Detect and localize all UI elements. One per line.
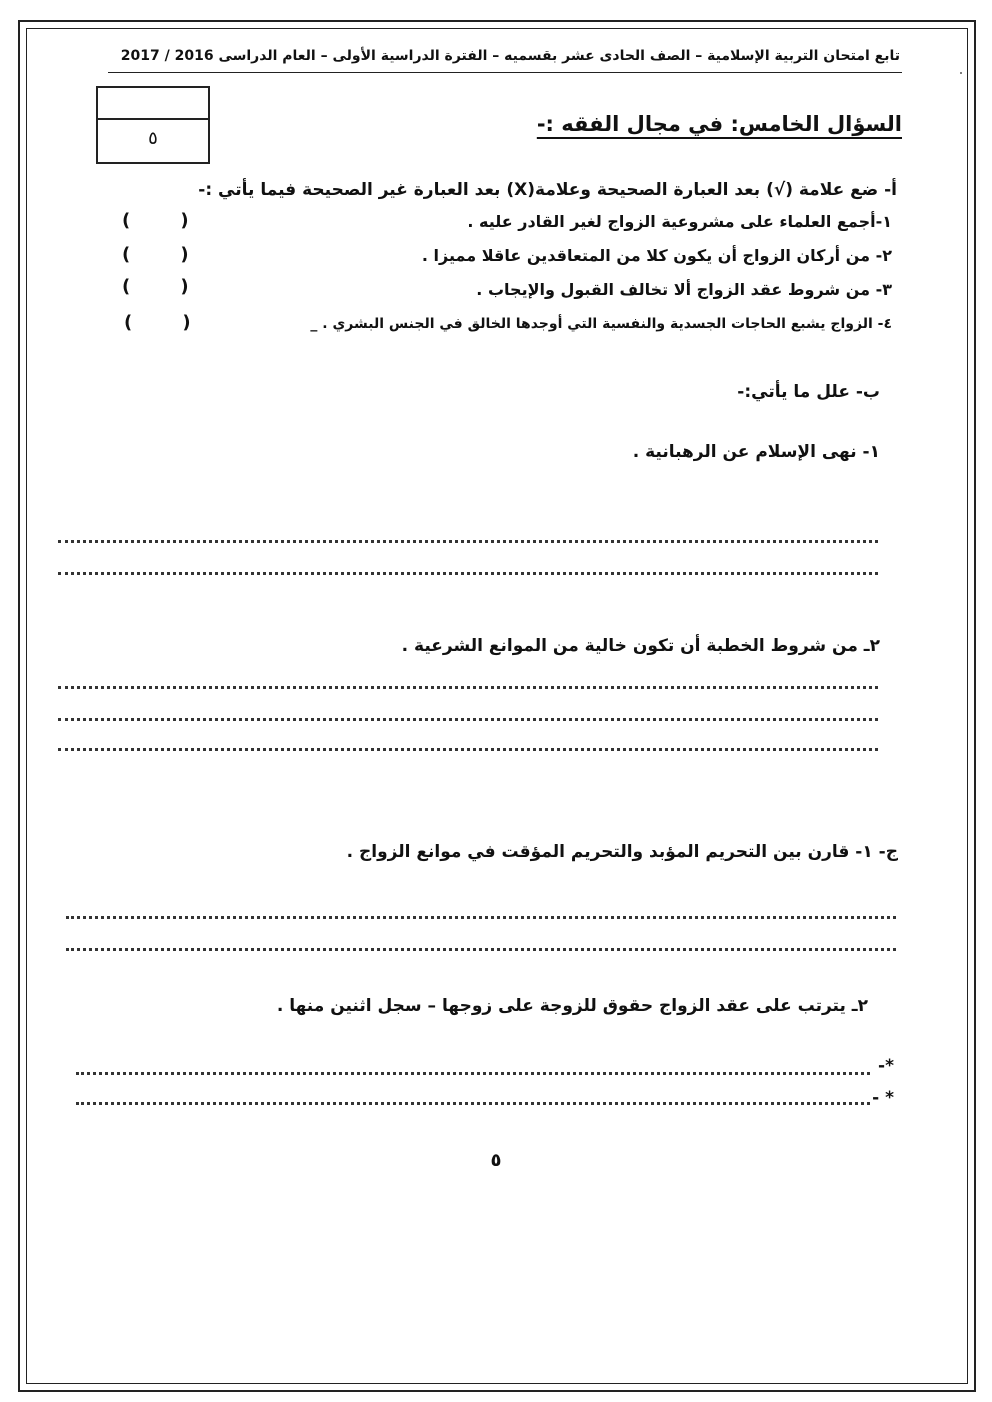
grade-box xyxy=(96,86,210,164)
answer-line[interactable] xyxy=(66,916,896,919)
part-a-answer-box-3[interactable]: ( ) xyxy=(122,276,189,297)
part-a-item-3: ٣- من شروط عقد الزواج ألا تخالف القبول والإيجاب . xyxy=(476,280,892,299)
grade-score: ٥ xyxy=(148,128,158,149)
part-b-item-2: ٢ـ من شروط الخطبة أن تكون خالية من الموانع الشرعية . xyxy=(401,636,880,656)
grade-box-divider xyxy=(98,118,208,120)
answer-line[interactable] xyxy=(76,1102,870,1105)
part-a-item-2: ٢- من أركان الزواج أن يكون كلا من المتعاقدين عاقلا مميزا . xyxy=(421,246,892,265)
part-c-item-1: ج- ١- قارن بين التحريم المؤبد والتحريم المؤقت في موانع الزواج . xyxy=(346,842,898,862)
page-border-inner xyxy=(26,28,968,1384)
part-a-answer-box-1[interactable]: ( ) xyxy=(122,210,189,231)
part-a-item-1: ١-أجمع العلماء على مشروعية الزواج لغير القادر عليه . xyxy=(467,212,892,231)
answer-line[interactable] xyxy=(58,572,878,575)
part-b-item-1: ١- نهى الإسلام عن الرهبانية . xyxy=(632,442,880,462)
exam-header: تابع امتحان التربية الإسلامية – الصف الحادى عشر بقسميه – الفترة الدراسية الأولى – العام الدراسى 2016 / 2017 xyxy=(120,48,900,64)
bullet-2: * - xyxy=(872,1088,894,1108)
answer-line[interactable] xyxy=(58,540,878,543)
answer-line[interactable] xyxy=(76,1072,870,1075)
page-number: ٥ xyxy=(490,1150,502,1171)
header-underline xyxy=(108,72,902,73)
part-c-item-2: ٢ـ يترتب على عقد الزواج حقوق للزوجة على زوجها – سجل اثنين منها . xyxy=(276,996,868,1016)
answer-line[interactable] xyxy=(58,718,878,721)
part-b-label: ب- علل ما يأتي:- xyxy=(737,382,880,402)
bullet-1: *- xyxy=(878,1056,894,1076)
answer-line[interactable] xyxy=(66,948,896,951)
scan-speck xyxy=(960,72,962,74)
part-a-instruction: أ- ضع علامة (√) بعد العبارة الصحيحة وعلامة(X) بعد العبارة غير الصحيحة فيما يأتي :- xyxy=(198,180,897,200)
answer-line[interactable] xyxy=(58,686,878,689)
part-a-answer-box-4[interactable]: ( ) xyxy=(124,312,191,333)
part-a-answer-box-2[interactable]: ( ) xyxy=(122,244,189,265)
part-a-item-4: ٤- الزواج يشبع الحاجات الجسدية والنفسية التي أوجدها الخالق في الجنس البشري . _ xyxy=(310,316,892,332)
question-title: السؤال الخامس: في مجال الفقه :- xyxy=(536,112,902,136)
answer-line[interactable] xyxy=(58,748,878,751)
